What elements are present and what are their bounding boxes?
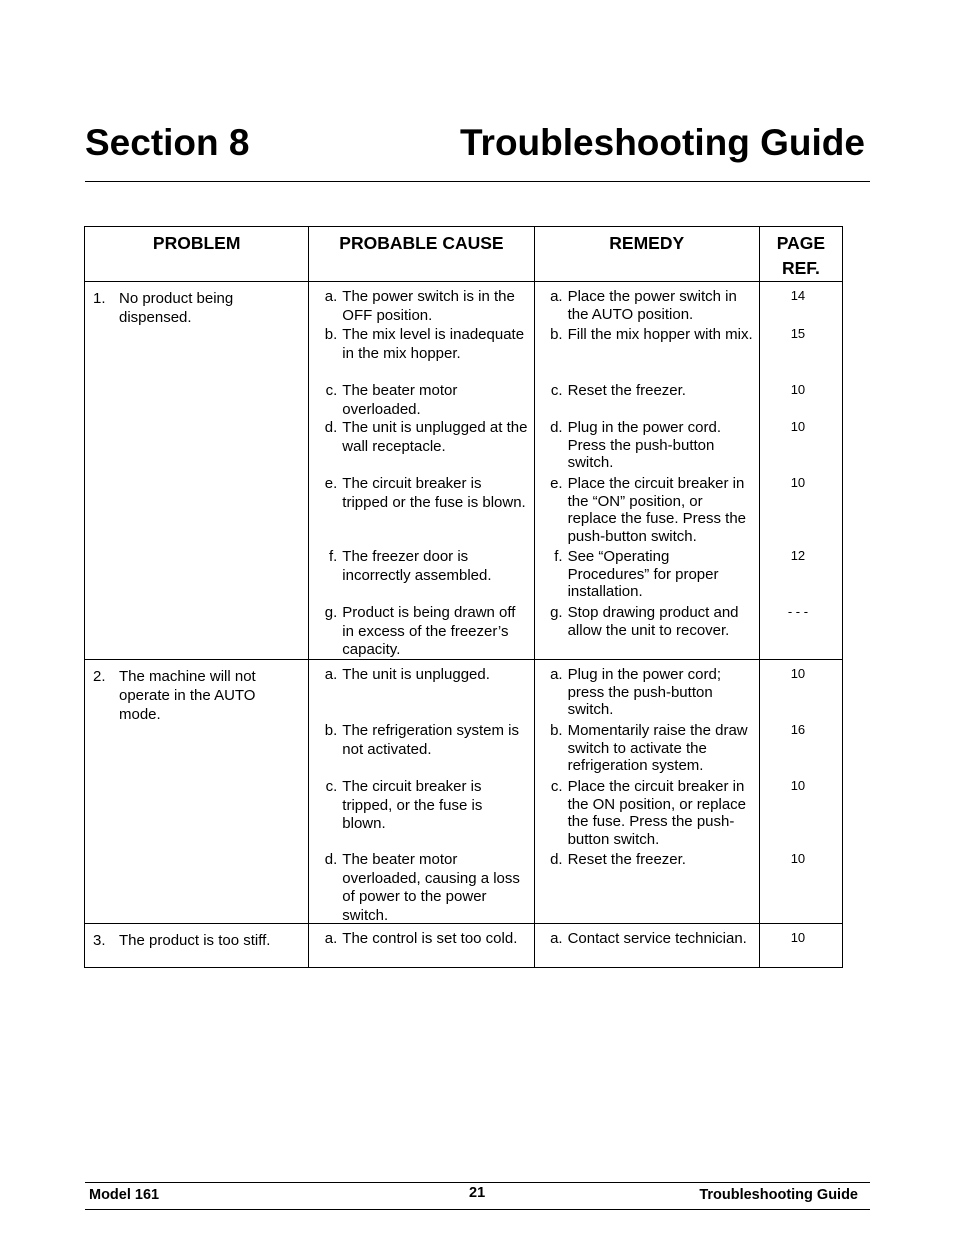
footer-rule-bottom <box>85 1209 870 1210</box>
cause-text: The circuit breaker is tripped or the fuse is blown. <box>342 475 526 511</box>
remedy-item <box>535 722 759 778</box>
page-ref: 10 <box>790 382 806 397</box>
remedy-text: Place the circuit breaker in the ON position, or replace the fuse. Press the push-button switch. <box>567 778 747 848</box>
problem-number: 2. <box>93 668 106 685</box>
problem-cell <box>85 282 309 660</box>
remedy-text: Place the power switch in the AUTO position. <box>567 288 737 323</box>
cause-text: The beater motor overloaded, causing a loss of power to the power switch. <box>342 851 520 924</box>
remedy-letter: c. <box>550 778 563 795</box>
remedy-text: Plug in the power cord; press the push-button switch. <box>567 666 721 718</box>
problem-cell <box>85 660 309 924</box>
page-ref: 15 <box>790 326 806 341</box>
cause-item <box>309 851 533 923</box>
page-ref: 10 <box>790 851 806 866</box>
remedy-text: Place the circuit breaker in the “ON” position, or replace the fuse. Press the push-button switch. <box>567 475 747 545</box>
problem-cell <box>85 924 309 968</box>
column-header-problem: PROBLEM <box>85 227 309 282</box>
problem-number: 1. <box>93 290 106 307</box>
cause-text: The circuit breaker is tripped, or the fuse is blown. <box>342 778 483 832</box>
remedy-text: Fill the mix hopper with mix. <box>567 326 753 343</box>
remedy-item <box>535 326 759 382</box>
remedy-item <box>535 930 759 967</box>
troubleshooting-table <box>84 226 843 968</box>
problem-text: The machine will not operate in the AUTO mode. <box>119 668 256 723</box>
remedy-item <box>535 548 759 604</box>
page-ref: 10 <box>790 419 806 434</box>
page-ref: 12 <box>790 548 806 563</box>
remedy-item <box>535 851 759 923</box>
remedy-text: See “Operating Procedures” for proper installation. <box>567 548 719 600</box>
cause-letter: d. <box>324 851 338 868</box>
remedy-letter: a. <box>550 288 563 305</box>
cause-text: The control is set too cold. <box>342 930 518 947</box>
section-number: Section 8 <box>85 122 250 163</box>
cause-letter: b. <box>324 326 338 343</box>
table-body <box>85 282 843 968</box>
cause-item <box>309 666 533 722</box>
page-ref: 14 <box>790 288 806 303</box>
page-ref-cell <box>759 924 842 968</box>
remedy-item <box>535 666 759 722</box>
cause-letter: c. <box>325 382 338 399</box>
remedy-text: Reset the freezer. <box>567 851 686 868</box>
problem-number: 3. <box>93 932 106 949</box>
table-header <box>85 227 843 282</box>
cause-cell <box>309 660 534 924</box>
cause-letter: b. <box>324 722 338 739</box>
cause-letter: d. <box>324 419 338 436</box>
problem-text: The product is too stiff. <box>119 932 271 949</box>
remedy-letter: a. <box>550 666 563 683</box>
table-row <box>85 282 843 660</box>
table-row <box>85 660 843 924</box>
remedy-letter: g. <box>550 604 563 621</box>
page-ref: 10 <box>790 475 806 490</box>
remedy-text: Momentarily raise the draw switch to activate the refrigeration system. <box>567 722 748 774</box>
remedy-cell <box>534 660 759 924</box>
header-rule <box>85 181 870 182</box>
remedy-item <box>535 604 759 659</box>
remedy-letter: d. <box>550 419 563 436</box>
page-ref-cell <box>759 282 842 660</box>
footer-model: Model 161 <box>89 1187 160 1203</box>
remedy-letter: d. <box>550 851 563 868</box>
remedy-item <box>535 475 759 548</box>
page-ref: - - - <box>787 604 809 619</box>
problem-text: No product being dispensed. <box>119 290 234 326</box>
cause-letter: g. <box>324 604 338 621</box>
cause-text: The refrigeration system is not activated. <box>342 722 520 758</box>
footer-rule-top <box>85 1182 870 1183</box>
remedy-item <box>535 382 759 419</box>
column-header-remedy: REMEDY <box>534 227 759 282</box>
page-ref: 10 <box>790 930 806 945</box>
remedy-cell <box>534 282 759 660</box>
remedy-cell <box>534 924 759 968</box>
remedy-item <box>535 778 759 851</box>
remedy-letter: b. <box>550 722 563 739</box>
remedy-letter: c. <box>550 382 563 399</box>
page-ref-cell <box>759 660 842 924</box>
cause-text: Product is being drawn off in excess of the freezer’s capacity. <box>342 604 516 658</box>
cause-item <box>309 326 533 382</box>
cause-cell <box>309 282 534 660</box>
cause-item <box>309 419 533 475</box>
cause-item <box>309 930 533 967</box>
remedy-text: Reset the freezer. <box>567 382 686 399</box>
cause-cell <box>309 924 534 968</box>
cause-letter: a. <box>324 666 338 683</box>
remedy-text: Contact service technician. <box>567 930 747 947</box>
cause-letter: e. <box>324 475 338 492</box>
cause-item <box>309 722 533 778</box>
problem-item <box>85 288 308 327</box>
page-ref: 10 <box>790 666 806 681</box>
cause-letter: f. <box>328 548 338 565</box>
cause-text: The beater motor overloaded. <box>342 382 458 418</box>
cause-letter: c. <box>325 778 338 795</box>
cause-letter: a. <box>324 930 338 947</box>
cause-text: The unit is unplugged. <box>342 666 490 683</box>
cause-item <box>309 604 533 659</box>
remedy-text: Stop drawing product and allow the unit to recover. <box>567 604 739 639</box>
column-header-page-ref: PAGE REF. <box>759 227 842 282</box>
column-header-cause: PROBABLE CAUSE <box>309 227 534 282</box>
footer-page-number: 21 <box>469 1185 486 1201</box>
cause-item <box>309 382 533 419</box>
page-ref: 16 <box>790 722 806 737</box>
remedy-item <box>535 419 759 475</box>
cause-item <box>309 778 533 851</box>
cause-text: The power switch is in the OFF position. <box>342 288 515 324</box>
problem-item <box>85 930 308 950</box>
cause-text: The freezer door is incorrectly assembled. <box>342 548 492 584</box>
cause-item <box>309 288 533 326</box>
remedy-item <box>535 288 759 326</box>
remedy-letter: a. <box>550 930 563 947</box>
footer-title: Troubleshooting Guide <box>699 1187 858 1203</box>
remedy-letter: e. <box>550 475 563 492</box>
cause-text: The mix level is inadequate in the mix hopper. <box>342 326 525 362</box>
problem-item <box>85 666 308 724</box>
cause-text: The unit is unplugged at the wall receptacle. <box>342 419 528 455</box>
cause-letter: a. <box>324 288 338 305</box>
remedy-letter: f. <box>554 548 563 565</box>
cause-item <box>309 548 533 604</box>
remedy-text: Plug in the power cord. Press the push-button switch. <box>567 419 721 471</box>
page-title: Troubleshooting Guide <box>460 122 865 163</box>
remedy-letter: b. <box>550 326 563 343</box>
cause-item <box>309 475 533 548</box>
table-row <box>85 924 843 968</box>
page-ref: 10 <box>790 778 806 793</box>
